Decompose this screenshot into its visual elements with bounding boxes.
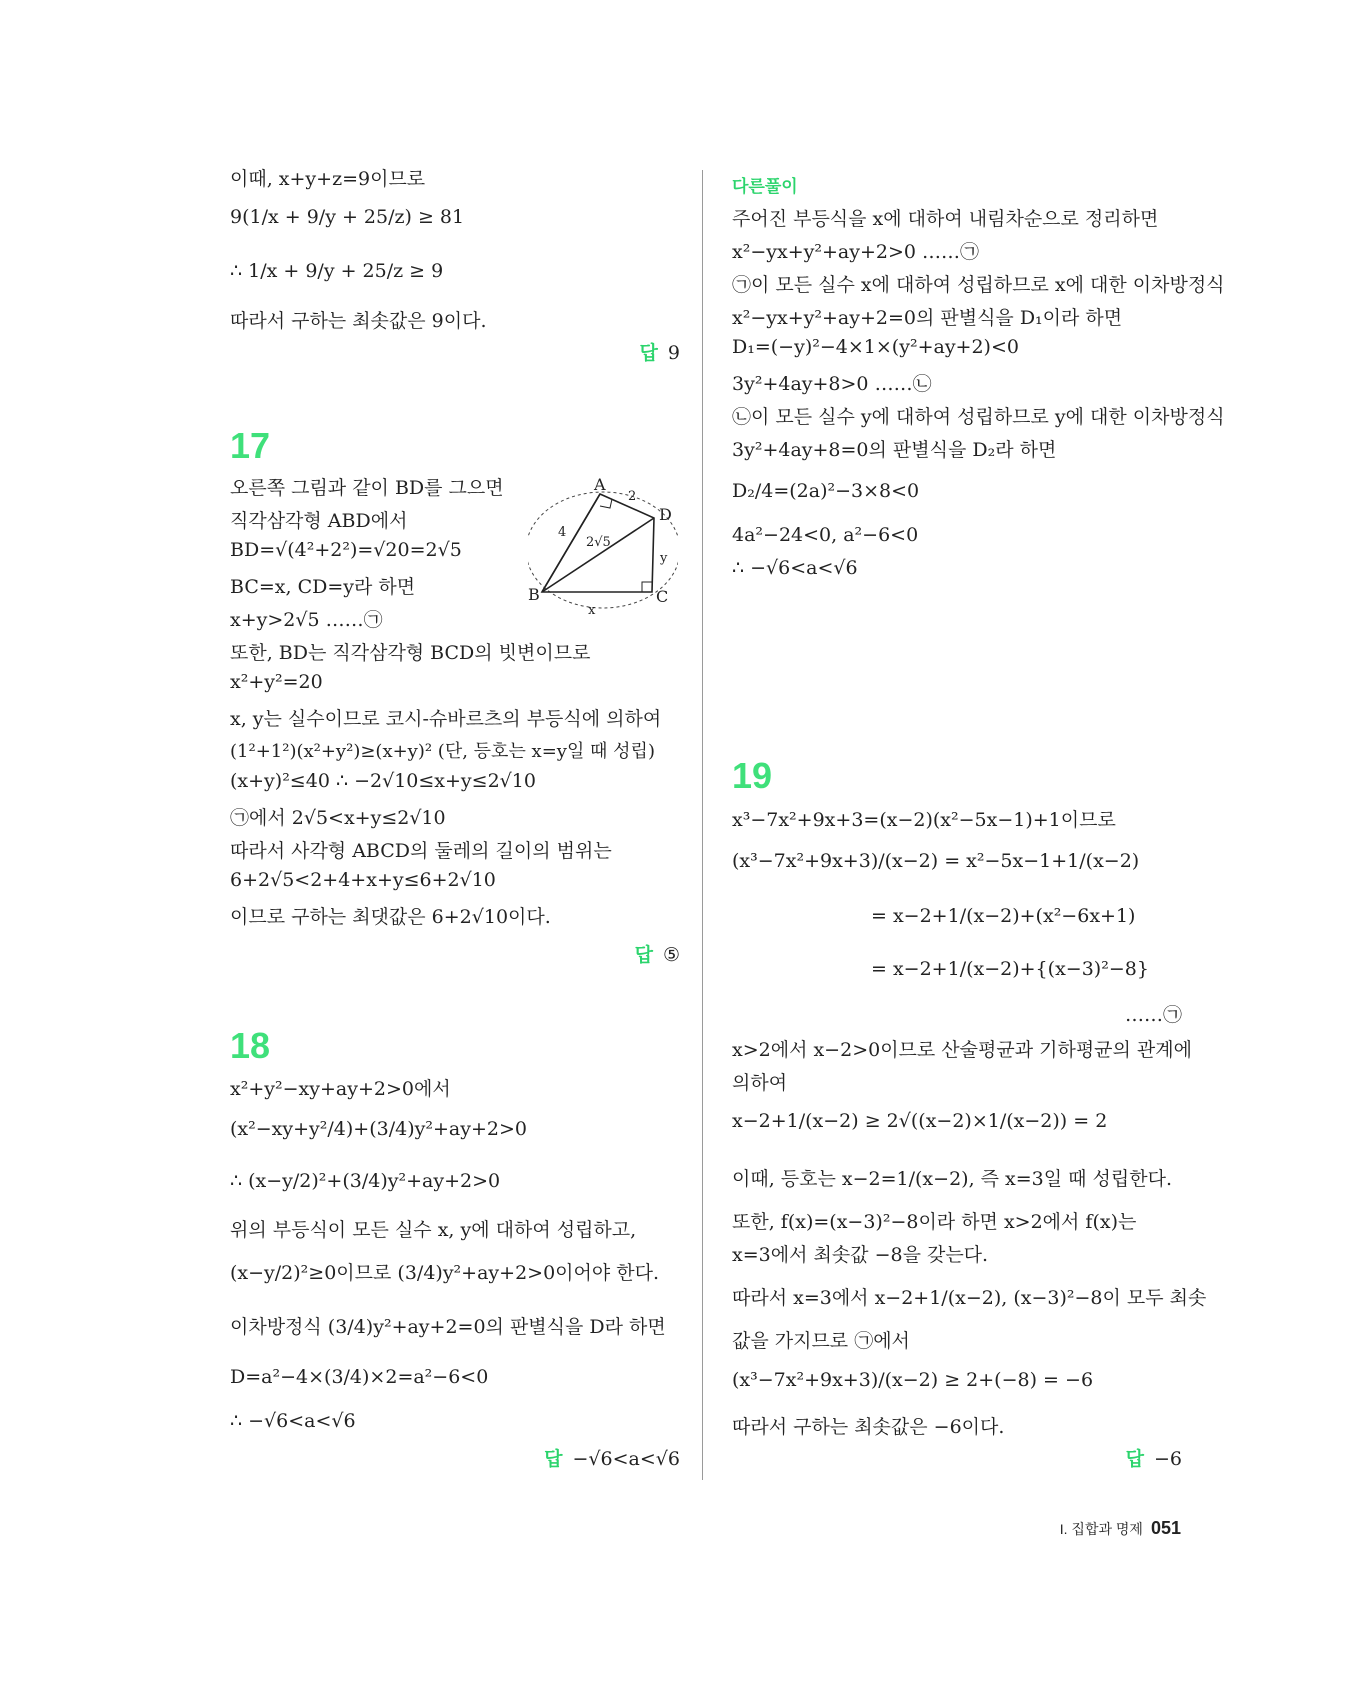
p17-line: 따라서 사각형 ABCD의 둘레의 길이의 범위는 [230, 840, 612, 862]
p19-line: 또한, f(x)=(x−3)²−8이라 하면 x>2에서 f(x)는 [732, 1211, 1137, 1233]
alt-line: 3y²+4ay+8>0 ……㉡ [732, 373, 932, 395]
p18-line: (x²−xy+y²/4)+(3/4)y²+ay+2>0 [230, 1118, 527, 1140]
alt-line: x²−yx+y²+ay+2=0의 판별식을 D₁이라 하면 [732, 307, 1123, 329]
problem-number-17: 17 [230, 425, 271, 466]
problem-number-19: 19 [732, 755, 773, 796]
p18-line: (x−y/2)²≥0이므로 (3/4)y²+ay+2>0이어야 한다. [230, 1262, 660, 1284]
right-angle-mark-c [642, 582, 652, 592]
p19-line: = x−2+1/(x−2)+(x²−6x+1) [871, 905, 1136, 927]
p19-line: x=3에서 최솟값 −8을 갖는다. [732, 1244, 989, 1266]
answer-value: ⑤ [662, 944, 680, 966]
p18-line: x²+y²−xy+ay+2>0에서 [230, 1078, 451, 1100]
problem-number-18: 18 [230, 1025, 271, 1066]
p17-line: 6+2√5<2+4+x+y≤6+2√10 [230, 869, 496, 891]
right-angle-mark-a [600, 499, 612, 508]
p19-line: 값을 가지므로 ㉠에서 [732, 1330, 910, 1352]
p17-line: 또한, BD는 직각삼각형 BCD의 빗변이므로 [230, 642, 591, 664]
page-footer [1060, 1518, 1181, 1539]
p17-line: (1²+1²)(x²+y²)≥(x+y)² (단, 등호는 x=y일 때 성립) [230, 741, 655, 762]
p16-line: 9(1/x + 9/y + 25/z) ≥ 81 [230, 206, 465, 228]
alternative-solution-title: 다른풀이 [732, 177, 798, 196]
p18-line: 이차방정식 (3/4)y²+ay+2=0의 판별식을 D라 하면 [230, 1316, 666, 1338]
p16-line: 따라서 구하는 최솟값은 9이다. [230, 310, 487, 332]
p17-line: BC=x, CD=y라 하면 [230, 576, 416, 598]
p16-line: ∴ 1/x + 9/y + 25/z ≥ 9 [230, 260, 444, 282]
label-a: A [594, 478, 606, 494]
left-column [230, 0, 680, 1500]
p17-line: ㉠에서 2√5<x+y≤2√10 [230, 807, 446, 829]
p18-answer [544, 1444, 680, 1471]
label-side-bc: x [588, 603, 596, 618]
answer-value: −6 [1153, 1448, 1182, 1470]
label-c: C [656, 587, 669, 606]
answer-label: 답 [639, 343, 658, 364]
p19-answer [1126, 1444, 1182, 1471]
p16-answer [640, 338, 680, 365]
answer-label: 답 [634, 945, 653, 966]
p19-line: (x³−7x²+9x+3)/(x−2) ≥ 2+(−8) = −6 [732, 1369, 1094, 1391]
label-side-ab: 4 [558, 525, 567, 540]
label-d: D [659, 505, 672, 524]
p17-line: x+y>2√5 ……㉠ [230, 609, 383, 631]
alt-line: D₂/4=(2a)²−3×8<0 [732, 480, 920, 502]
label-side-ad: 2 [628, 489, 637, 504]
p18-line: D=a²−4×(3/4)×2=a²−6<0 [230, 1366, 489, 1388]
p18-line: ∴ (x−y/2)²+(3/4)y²+ay+2>0 [230, 1170, 501, 1192]
p18-line: ∴ −√6<a<√6 [230, 1410, 356, 1432]
p19-line: x−2+1/(x−2) ≥ 2√((x−2)×1/(x−2)) = 2 [732, 1110, 1108, 1132]
p19-line: x>2에서 x−2>0이므로 산술평균과 기하평균의 관계에 [732, 1039, 1192, 1061]
p19-line: (x³−7x²+9x+3)/(x−2) = x²−5x−1+1/(x−2) [732, 850, 1140, 872]
label-side-cd: y [660, 551, 668, 566]
alt-line: ㉡이 모든 실수 y에 대하여 성립하므로 y에 대한 이차방정식 [732, 406, 1225, 428]
alt-line: x²−yx+y²+ay+2>0 ……㉠ [732, 241, 980, 263]
section-title: I. 집합과 명제 [1059, 1521, 1143, 1537]
alt-line: 3y²+4ay+8=0의 판별식을 D₂라 하면 [732, 439, 1057, 461]
answer-label: 답 [544, 1449, 563, 1470]
p17-line: 직각삼각형 ABD에서 [230, 510, 408, 532]
alt-line: ∴ −√6<a<√6 [732, 557, 858, 579]
p19-line: 따라서 구하는 최솟값은 −6이다. [732, 1416, 1005, 1438]
p19-line: 이때, 등호는 x−2=1/(x−2), 즉 x=3일 때 성립한다. [732, 1168, 1173, 1190]
alt-line: 4a²−24<0, a²−6<0 [732, 524, 919, 546]
right-column [732, 0, 1225, 1500]
p17-line: x²+y²=20 [230, 671, 323, 693]
p17-line: 이므로 구하는 최댓값은 6+2√10이다. [230, 906, 551, 928]
page-number: 051 [1150, 1518, 1181, 1538]
answer-value: −√6<a<√6 [572, 1448, 680, 1470]
column-divider [702, 170, 703, 1480]
p19-line: ……㉠ [1124, 1004, 1182, 1026]
answer-label: 답 [1125, 1449, 1144, 1470]
p17-line: 오른쪽 그림과 같이 BD를 그으면 [230, 477, 504, 499]
p19-line: = x−2+1/(x−2)+{(x−3)²−8} [871, 958, 1149, 980]
p19-line: x³−7x²+9x+3=(x−2)(x²−5x−1)+1이므로 [732, 809, 1116, 831]
p19-line: 따라서 x=3에서 x−2+1/(x−2), (x−3)²−8이 모두 최솟 [732, 1287, 1207, 1309]
quadrilateral-figure [528, 478, 678, 628]
p17-line: (x+y)²≤40 ∴ −2√10≤x+y≤2√10 [230, 770, 536, 792]
label-b: B [528, 585, 540, 604]
p17-answer [635, 940, 680, 967]
p17-line: x, y는 실수이므로 코시-슈바르츠의 부등식에 의하여 [230, 708, 662, 730]
p17-line: BD=√(4²+2²)=√20=2√5 [230, 539, 462, 561]
alt-line: ㉠이 모든 실수 x에 대하여 성립하므로 x에 대한 이차방정식 [732, 274, 1225, 296]
alt-line: D₁=(−y)²−4×1×(y²+ay+2)<0 [732, 336, 1019, 358]
p19-line: 의하여 [732, 1072, 788, 1094]
p18-line: 위의 부등식이 모든 실수 x, y에 대하여 성립하고, [230, 1219, 637, 1241]
p16-line: 이때, x+y+z=9이므로 [230, 168, 426, 190]
alt-line: 주어진 부등식을 x에 대하여 내림차순으로 정리하면 [732, 208, 1159, 230]
label-diagonal-bd: 2√5 [586, 535, 611, 550]
answer-value: 9 [667, 342, 680, 364]
